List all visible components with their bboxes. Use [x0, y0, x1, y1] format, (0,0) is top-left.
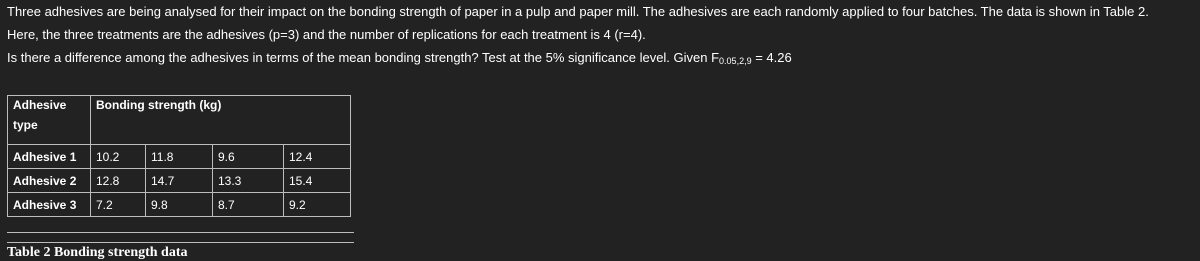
table-row — [8, 145, 351, 169]
question-line-1: Three adhesives are being analysed for their impact on the bonding strength of paper in a pulp and paper mill. The adhesives are each randomly applied to four batches. The data is shown in Table 2. — [7, 4, 1149, 19]
table-row — [8, 169, 351, 193]
table-cell: 9.8 — [146, 193, 213, 217]
f-critical-subscript: 0.05,2,9 — [719, 56, 752, 66]
table-cell: 12.8 — [91, 169, 146, 193]
header-type-label: type — [13, 118, 38, 132]
table-header-row — [8, 96, 351, 145]
row-label: Adhesive 1 — [8, 145, 91, 169]
table-cell: 9.6 — [213, 145, 284, 169]
header-bonding-strength: Bonding strength (kg) — [91, 96, 351, 145]
table-cell: 11.8 — [146, 145, 213, 169]
table-caption: Table 2 Bonding strength data — [7, 245, 188, 260]
question-line-3-text: Is there a difference among the adhesives in terms of the mean bonding strength? Test at the 5% significance level. Given F — [7, 50, 720, 65]
question-line-2: Here, the three treatments are the adhesives (p=3) and the number of replications for each treatment is 4 (r=4). — [7, 27, 646, 42]
table-cell: 12.4 — [284, 145, 351, 169]
row-label: Adhesive 3 — [8, 193, 91, 217]
table-cell: 14.7 — [146, 169, 213, 193]
caption-divider-top — [7, 232, 354, 233]
table-cell: 10.2 — [91, 145, 146, 169]
bonding-strength-table — [7, 95, 351, 217]
f-critical-value: = 4.26 — [751, 50, 792, 65]
question-line-3 — [7, 50, 792, 69]
table-cell: 8.7 — [213, 193, 284, 217]
table-cell: 13.3 — [213, 169, 284, 193]
table-cell: 7.2 — [91, 193, 146, 217]
table-cell: 9.2 — [284, 193, 351, 217]
table-row — [8, 193, 351, 217]
row-label: Adhesive 2 — [8, 169, 91, 193]
caption-divider-bottom — [7, 242, 354, 243]
header-adhesive-type — [8, 96, 91, 145]
table-cell: 15.4 — [284, 169, 351, 193]
header-adhesive-label: Adhesive — [13, 98, 67, 112]
